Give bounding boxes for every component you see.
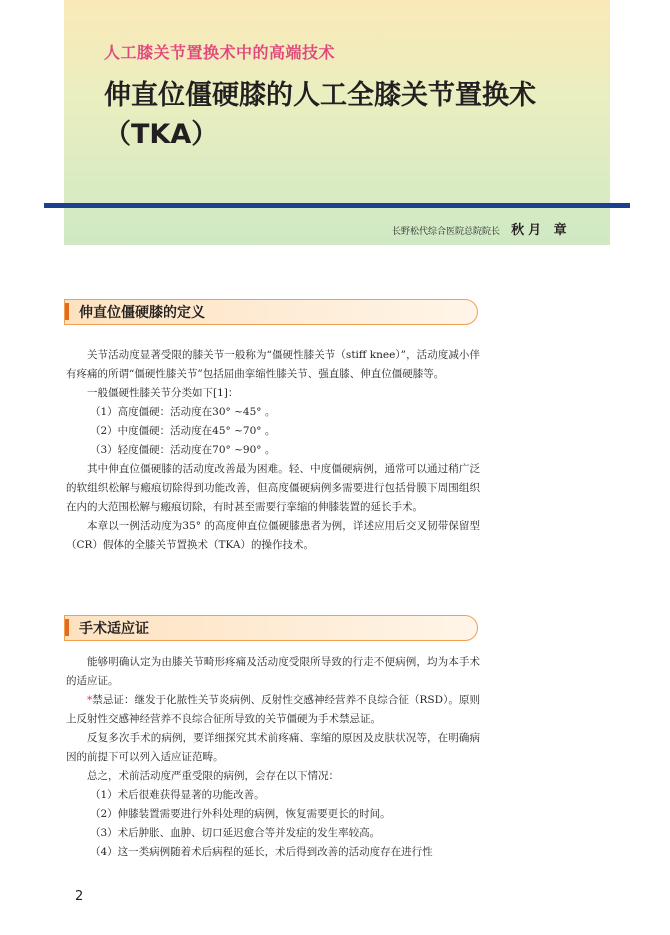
- author-line: [392, 219, 571, 238]
- section-accent-bar: [65, 619, 69, 636]
- asterisk-marker: *: [87, 694, 93, 706]
- section-heading-definition: [64, 299, 478, 325]
- section-body-definition: [66, 346, 480, 555]
- author-name: 秋月 章: [511, 223, 571, 238]
- paragraph: 其中伸直位僵硬膝的活动度改善最为困难。轻、中度僵硬病例，通常可以通过稍广泛的软组织松解与瘢痕切除得到功能改善，但高度僵硬病例多需要进行包括骨膜下周围组织在内的大范围松解与瘢痕切除，有时甚至需要行挛缩的伸膝装置的延长手术。: [66, 463, 480, 513]
- header-divider: [44, 203, 630, 208]
- paragraph: 本章以一例活动度为35° 的高度伸直位僵硬膝患者为例，详述应用后交叉韧带保留型（CR）假体的全膝关节置换术（TKA）的操作技术。: [66, 520, 480, 551]
- list-item: （2）中度僵硬：活动度在45° ~70° 。: [90, 425, 276, 437]
- series-title: 人工膝关节置换术中的高端技术: [104, 43, 336, 62]
- section-accent-bar: [65, 303, 69, 320]
- paragraph: 能够明确认定为由膝关节畸形疼痛及活动度受限所导致的行走不便病例，均为本手术的适应证。: [66, 656, 480, 687]
- list-item: （4）这一类病例随着术后病程的延长，术后得到改善的活动度存在进行性: [90, 846, 433, 858]
- section-heading-label: 手术适应证: [79, 621, 149, 637]
- list-item: （3）术后肿胀、血肿、切口延迟愈合等并发症的发生率较高。: [90, 827, 381, 839]
- list-item: （1）高度僵硬：活动度在30° ~45° 。: [90, 406, 276, 418]
- paragraph: 关节活动度显著受限的膝关节一般称为“僵硬性膝关节（stiff knee）”，活动度减小伴有疼痛的所谓“僵硬性膝关节”包括屈曲挛缩性膝关节、强直膝、伸直位僵硬膝等。: [66, 349, 480, 380]
- paragraph: 总之，术前活动度严重受限的病例，会存在以下情况：: [87, 770, 339, 782]
- contraindication-text: 禁忌证：继发于化脓性关节炎病例、反射性交感神经营养不良综合征（RSD）。原则上反射性交感神经营养不良综合征所导致的关节僵硬为手术禁忌证。: [66, 694, 480, 725]
- section-body-indications: [66, 653, 480, 862]
- section-heading-indications: [64, 615, 478, 641]
- list-item: （1）术后很难获得显著的功能改善。: [90, 789, 265, 801]
- paragraph: 一般僵硬性膝关节分类如下[1]：: [87, 387, 239, 399]
- list-item: （3）轻度僵硬：活动度在70° ~90° 。: [90, 444, 276, 456]
- section-heading-label: 伸直位僵硬膝的定义: [79, 305, 205, 321]
- author-affiliation: 长野松代综合医院总院院长: [392, 227, 501, 237]
- paragraph: 反复多次手术的病例，要详细探究其术前疼痛、挛缩的原因及皮肤状况等，在明确病因的前提下可以列入适应证范畴。: [66, 732, 480, 763]
- contraindication-paragraph: [66, 691, 480, 729]
- page-number: 2: [75, 889, 84, 904]
- page-title: 伸直位僵硬膝的人工全膝关节置换术（TKA）: [104, 80, 536, 150]
- list-item: （2）伸膝装置需要进行外科处理的病例，恢复需要更长的时间。: [90, 808, 391, 820]
